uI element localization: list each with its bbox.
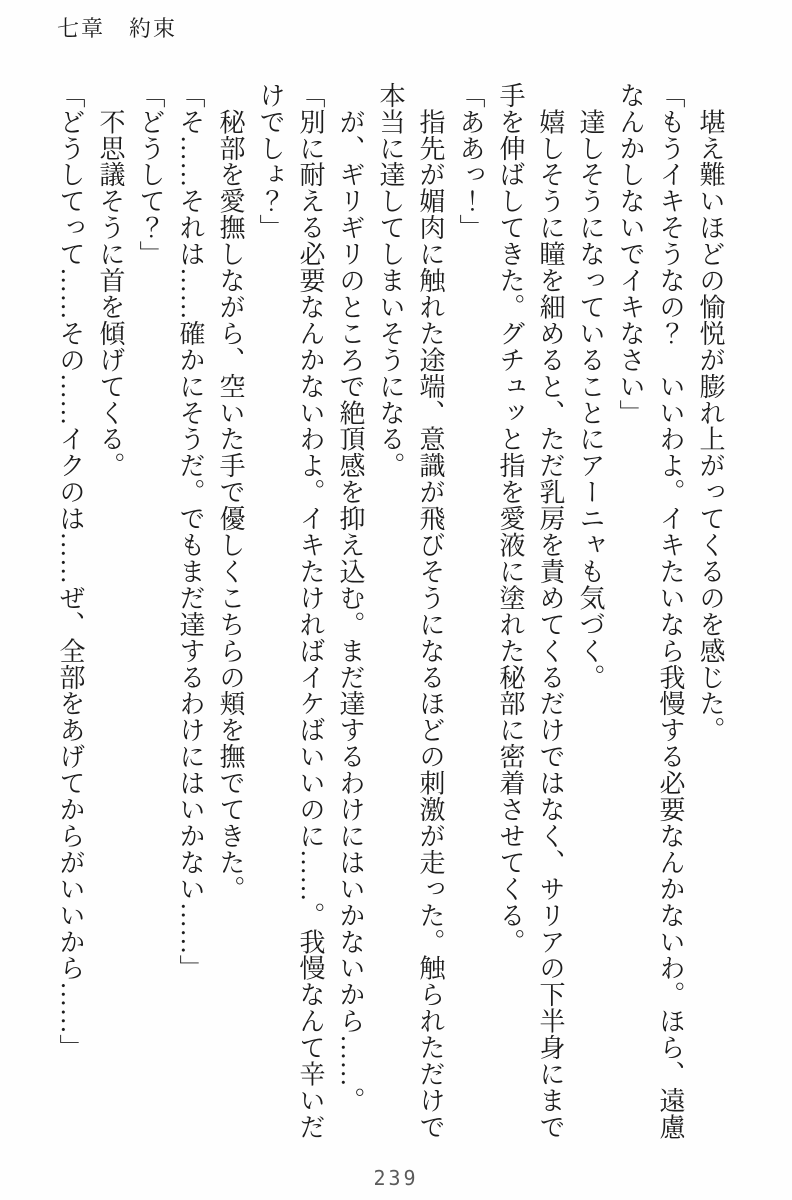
text-column: 「そ……それは……確かにそうだ。でもまだ達するわけにはいかない……」 [176, 82, 205, 982]
text-column: 指先が媚肉に触れた途端、意識が飛びそうになるほどの刺激が走った。触られただけで [416, 82, 445, 1140]
text-column: 「別に耐える必要なんかないわよ。イキたければイケばいいのに……。我慢なんて辛いだ [296, 82, 325, 1140]
text-column: なんかしないでイキなさい」 [616, 82, 645, 426]
text-column: 本当に達してしまいそうになる。 [376, 82, 405, 479]
text-column: 「ああっ！」 [456, 82, 485, 241]
text-column: 「どうして？」 [136, 82, 165, 268]
text-column: 手を伸ばしてきた。グチュッと指を愛液に塗れた秘部に密着させてくる。 [496, 82, 525, 955]
text-block [50, 82, 730, 1144]
text-column: 嬉しそうに瞳を細めると、ただ乳房を責めてくるだけではなく、サリアの下半身にまで [536, 82, 565, 1140]
text-column: けでしょ？」 [256, 82, 285, 241]
text-column: 「もうイキそうなの？ いいわよ。イキたいなら我慢する必要なんかないわ。ほら、遠慮 [656, 82, 685, 1140]
text-column: 秘部を愛撫しながら、空いた手で優しくこちらの頬を撫でてきた。 [216, 82, 245, 902]
text-column: 達しそうになっていることにアーニャも気づく。 [576, 82, 605, 691]
chapter-header: 七章 約束 [57, 16, 178, 41]
page-number: 239 [373, 1166, 419, 1190]
text-column: 堪え難いほどの愉悦が膨れ上がってくるのを感じた。 [696, 82, 725, 744]
text-column: が、ギリギリのところで絶頂感を抑え込む。まだ達するわけにはいかないから……。 [336, 82, 365, 1114]
text-column: 不思議そうに首を傾げてくる。 [96, 82, 125, 479]
text-column: 「どうしてって……その……イクのは……ぜ、全部をあげてからがいいから……」 [56, 82, 85, 1061]
